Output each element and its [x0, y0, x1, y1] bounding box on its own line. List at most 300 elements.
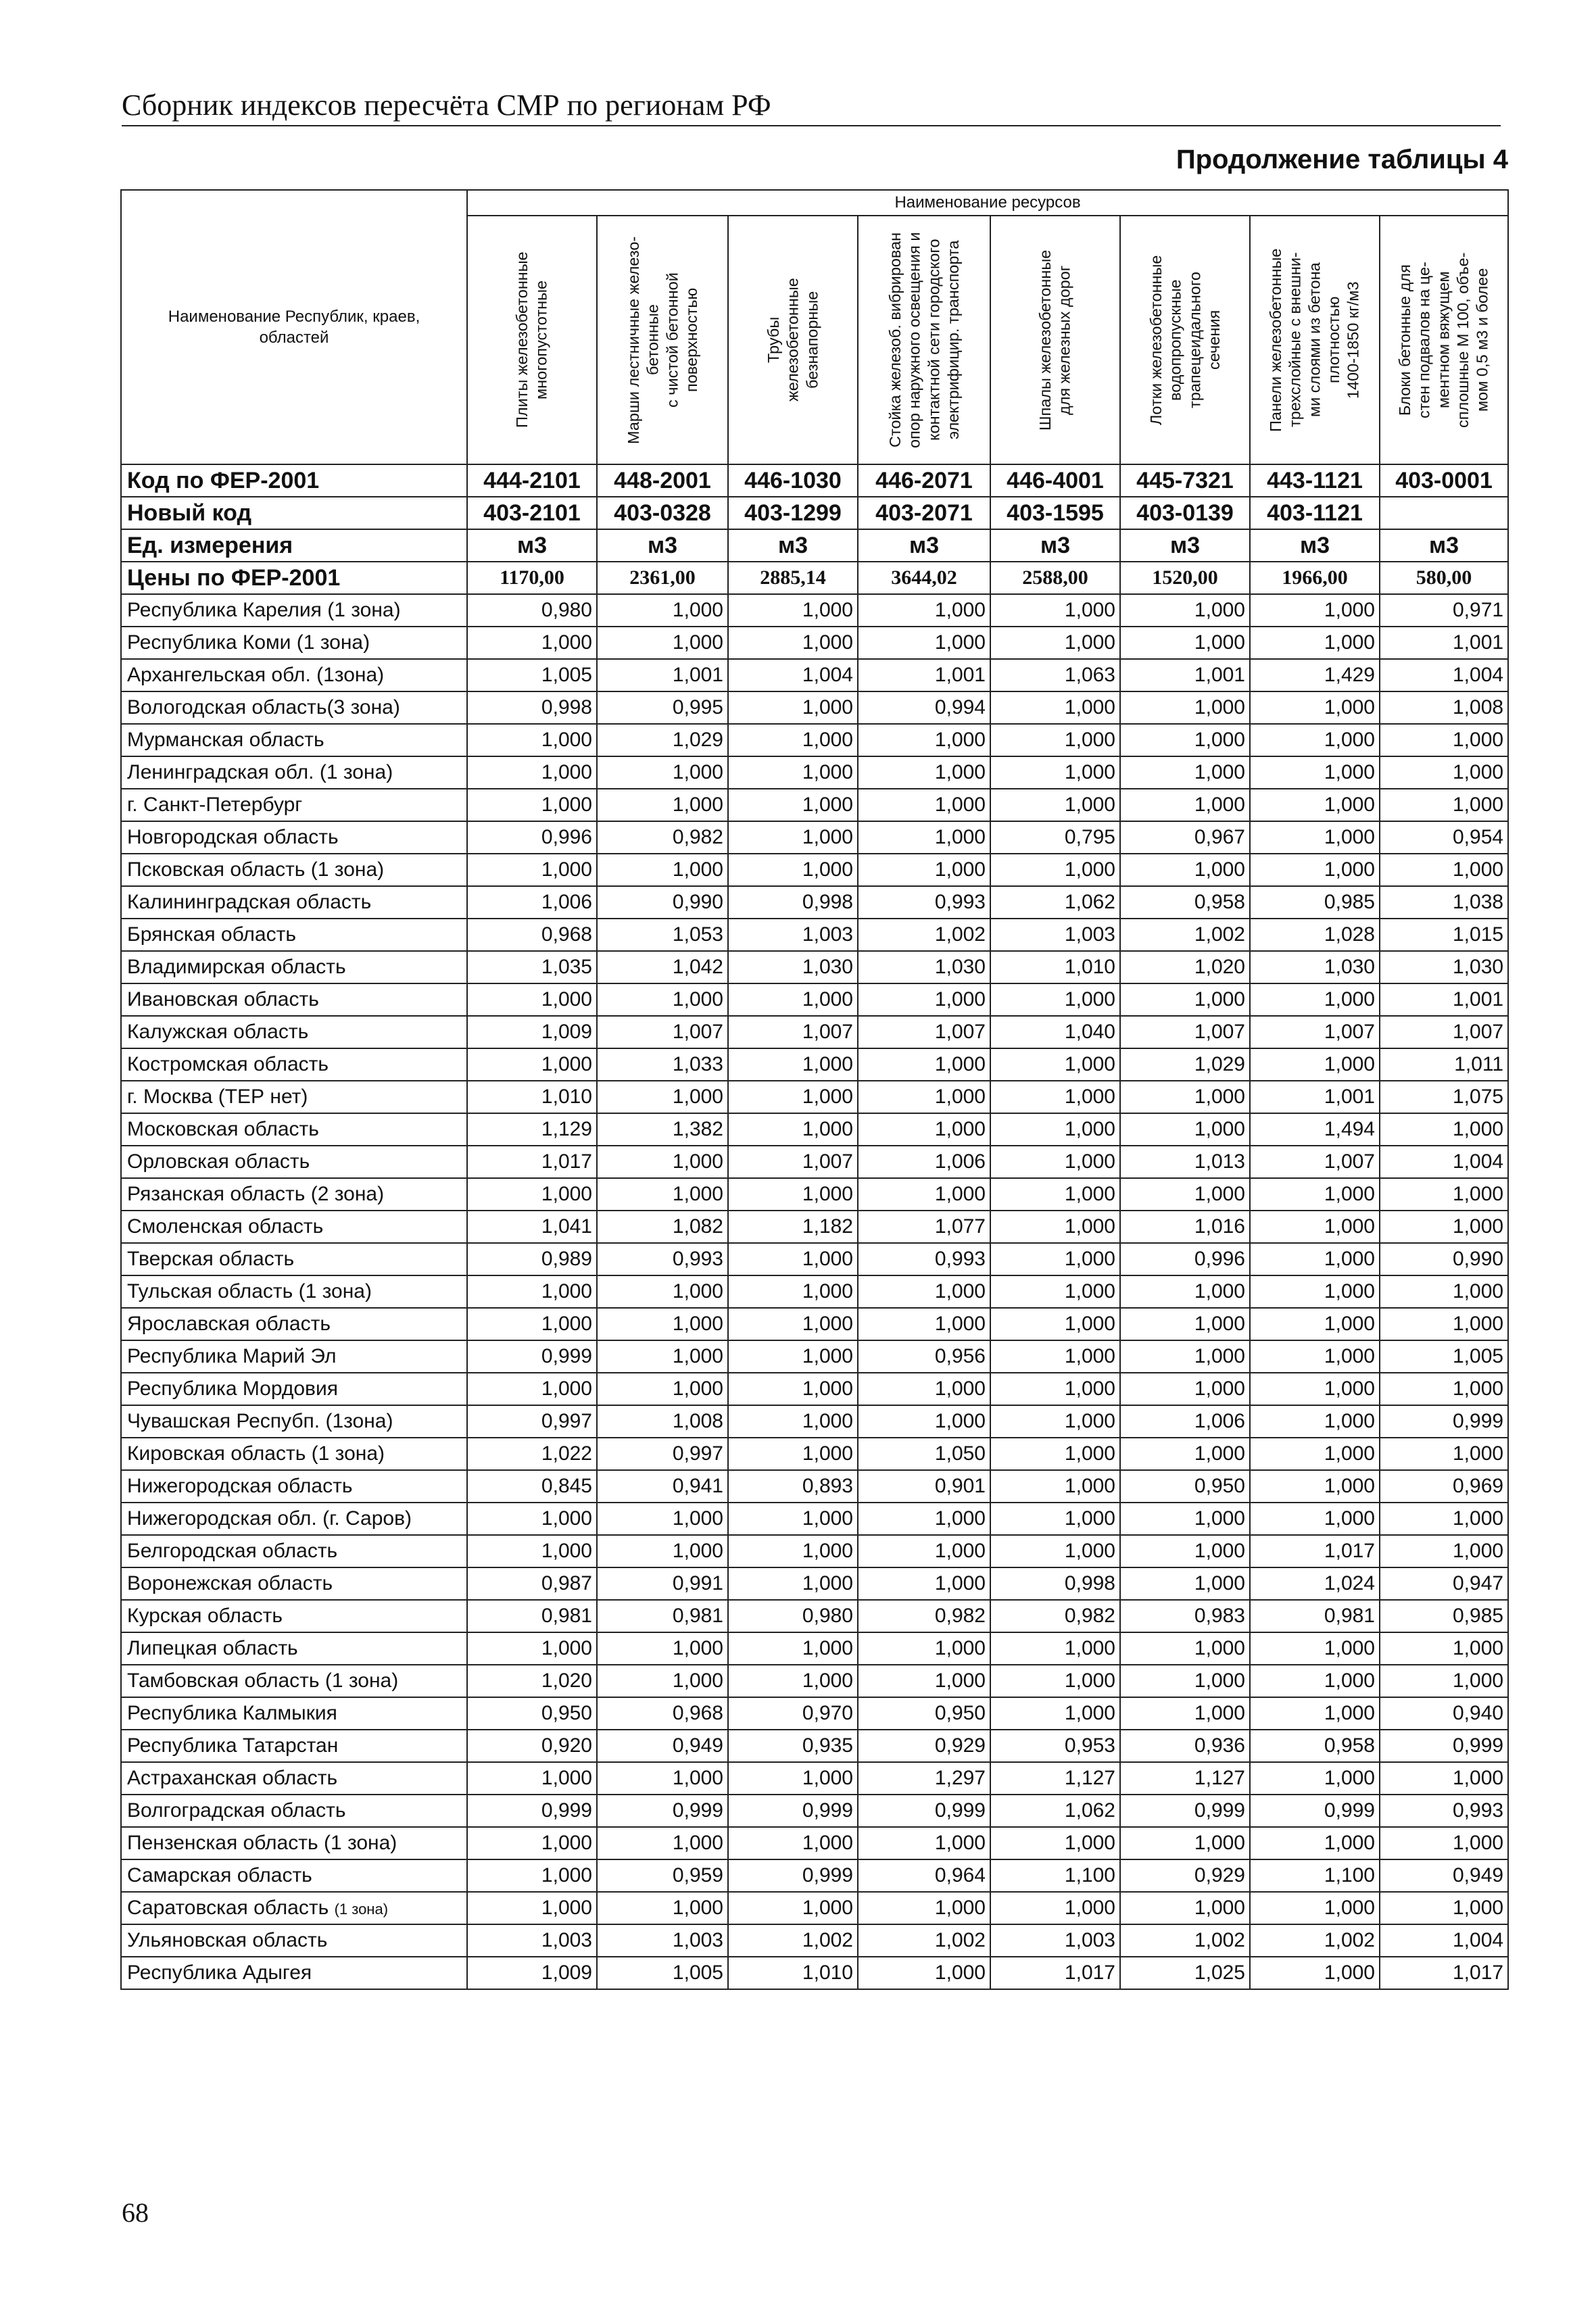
- resources-group-header: Наименование ресурсов: [467, 190, 1508, 216]
- region-row-value: 1,000: [728, 594, 858, 627]
- region-row-value: 1,000: [1120, 1113, 1250, 1146]
- column-header-text: Панели железобетонные трехслойные с внешни- ми слоями из бетона плотностью 1400-1850 кг/м3: [1267, 248, 1362, 432]
- region-row: [121, 1211, 1508, 1243]
- region-row-value: 1,001: [1120, 659, 1250, 691]
- region-row-value: 0,959: [597, 1859, 728, 1892]
- region-row-value: 1,000: [1120, 1535, 1250, 1567]
- region-row-label: [121, 1048, 467, 1081]
- region-row-value: 0,893: [728, 1470, 858, 1503]
- region-row-value: 1,000: [1380, 1892, 1508, 1924]
- region-row: [121, 1795, 1508, 1827]
- region-row-value: 1,000: [597, 1146, 728, 1178]
- running-header: Сборник индексов пересчёта СМР по регионам РФ: [122, 88, 1501, 126]
- region-row-value: 1,000: [858, 1081, 990, 1113]
- region-row-value: 1,009: [467, 1016, 597, 1048]
- region-row-value: 1,000: [858, 724, 990, 756]
- region-row-value: 1,002: [728, 1924, 858, 1957]
- price-row-value: 2588,00: [990, 562, 1120, 594]
- region-row-label: [121, 756, 467, 789]
- region-row-label: [121, 627, 467, 659]
- region-row-value: 1,000: [728, 1373, 858, 1405]
- region-row-value: 1,000: [597, 1340, 728, 1373]
- region-row-value: 1,010: [467, 1081, 597, 1113]
- region-row-value: 1,025: [1120, 1957, 1250, 1989]
- region-row-label-text: Астраханская область: [127, 1767, 338, 1789]
- region-row-value: 0,983: [1120, 1600, 1250, 1632]
- page-number: 68: [122, 2197, 149, 2228]
- region-row: [121, 1178, 1508, 1211]
- region-row: [121, 1827, 1508, 1859]
- region-row-value: 1,000: [728, 1048, 858, 1081]
- region-row-value: 0,994: [858, 691, 990, 724]
- region-row-label: [121, 724, 467, 756]
- price-row-value: 2885,14: [728, 562, 858, 594]
- region-row-value: 1,000: [728, 1113, 858, 1146]
- region-row-value: 1,000: [597, 627, 728, 659]
- region-row: [121, 1405, 1508, 1438]
- region-row-value: 0,936: [1120, 1730, 1250, 1762]
- region-row-label-text: Тверская область: [127, 1248, 295, 1270]
- region-row-value: 1,000: [858, 1048, 990, 1081]
- region-row-value: 1,000: [1120, 789, 1250, 821]
- region-row-value: 1,011: [1380, 1048, 1508, 1081]
- region-row-value: 1,000: [728, 1503, 858, 1535]
- region-row-value: 1,000: [1250, 1957, 1380, 1989]
- region-row-value: 1,000: [467, 756, 597, 789]
- region-row-value: 1,100: [990, 1859, 1120, 1892]
- region-row-label-text: Брянская область: [127, 923, 296, 946]
- unit-row-value: м3: [1380, 529, 1508, 562]
- region-row-value: 0,980: [728, 1600, 858, 1632]
- region-row-value: 1,429: [1250, 659, 1380, 691]
- region-row-value: 1,127: [990, 1762, 1120, 1795]
- region-row-value: 1,000: [1250, 854, 1380, 886]
- region-row-value: 1,000: [858, 821, 990, 854]
- region-row-label: [121, 1373, 467, 1405]
- region-row-value: 1,000: [1250, 1308, 1380, 1340]
- region-row: [121, 1892, 1508, 1924]
- region-row-value: 0,997: [467, 1405, 597, 1438]
- region-row-value: 0,845: [467, 1470, 597, 1503]
- region-row-value: 1,000: [1120, 1567, 1250, 1600]
- region-row: [121, 1859, 1508, 1892]
- region-row-value: 0,949: [597, 1730, 728, 1762]
- region-row-label-text: Курская область: [127, 1605, 283, 1627]
- region-row-value: 0,985: [1250, 886, 1380, 919]
- region-row-value: 1,000: [990, 789, 1120, 821]
- region-row: [121, 1113, 1508, 1146]
- region-row: [121, 756, 1508, 789]
- region-row-value: 1,017: [990, 1957, 1120, 1989]
- region-row-value: 1,000: [990, 1535, 1120, 1567]
- region-row-label-text: Калининградская область: [127, 891, 372, 913]
- region-row-value: 1,000: [1250, 1275, 1380, 1308]
- region-row-value: 1,041: [467, 1211, 597, 1243]
- region-row: [121, 1243, 1508, 1275]
- region-row-label: [121, 1697, 467, 1730]
- region-row-value: 1,000: [990, 1081, 1120, 1113]
- region-row: [121, 659, 1508, 691]
- region-row-value: 0,947: [1380, 1567, 1508, 1600]
- region-row-value: 1,000: [858, 627, 990, 659]
- region-row: [121, 724, 1508, 756]
- region-row-value: 1,000: [728, 854, 858, 886]
- region-row-value: 0,999: [1380, 1730, 1508, 1762]
- region-row-label-text: Воронежская область: [127, 1572, 333, 1594]
- region-row-value: 1,000: [597, 1308, 728, 1340]
- region-row-label: [121, 1665, 467, 1697]
- region-row-value: 1,000: [728, 789, 858, 821]
- region-row-value: 0,953: [990, 1730, 1120, 1762]
- region-row-value: 0,969: [1380, 1470, 1508, 1503]
- region-row-value: 1,000: [467, 1827, 597, 1859]
- region-row-value: 1,000: [728, 1535, 858, 1567]
- region-row: [121, 1016, 1508, 1048]
- new-code-row-label-text: Новый код: [127, 499, 252, 526]
- unit-row-label-text: Ед. измерения: [127, 532, 293, 558]
- region-row-value: 1,000: [728, 1567, 858, 1600]
- price-row-label: [121, 562, 467, 594]
- region-row-value: 1,000: [990, 1632, 1120, 1665]
- region-row: [121, 1665, 1508, 1697]
- region-row-value: 0,981: [467, 1600, 597, 1632]
- region-row-value: 1,000: [1380, 1373, 1508, 1405]
- region-row-value: 1,000: [597, 1503, 728, 1535]
- region-row-value: 0,964: [858, 1859, 990, 1892]
- region-row: [121, 1632, 1508, 1665]
- region-row-value: 1,000: [990, 1697, 1120, 1730]
- new-code-row-value: 403-1595: [990, 497, 1120, 529]
- region-row-value: 1,000: [467, 724, 597, 756]
- region-row-value: 0,987: [467, 1567, 597, 1600]
- region-row-label-text: Республика Карелия (1 зона): [127, 599, 401, 621]
- region-row-label-text: Новгородская область: [127, 826, 339, 848]
- region-row-value: 1,000: [1380, 1275, 1508, 1308]
- region-row: [121, 951, 1508, 983]
- region-row-label-text: Владимирская область: [127, 956, 346, 978]
- region-row-value: 1,000: [467, 1503, 597, 1535]
- region-row-label: [121, 1113, 467, 1146]
- region-row-value: 1,000: [1380, 789, 1508, 821]
- region-row-value: 1,000: [1250, 1438, 1380, 1470]
- region-row-value: 0,993: [858, 1243, 990, 1275]
- region-row: [121, 1146, 1508, 1178]
- price-row-value: 1966,00: [1250, 562, 1380, 594]
- region-row-value: 1,000: [990, 1113, 1120, 1146]
- region-row-value: 1,000: [728, 1275, 858, 1308]
- region-row-value: 0,997: [597, 1438, 728, 1470]
- region-row-value: 1,100: [1250, 1859, 1380, 1892]
- region-row-value: 1,000: [990, 594, 1120, 627]
- region-row-value: 1,000: [990, 1275, 1120, 1308]
- region-row-value: 1,000: [728, 724, 858, 756]
- region-row-value: 1,000: [1120, 1632, 1250, 1665]
- region-row-value: 1,022: [467, 1438, 597, 1470]
- region-row-value: 1,030: [1250, 951, 1380, 983]
- region-row-value: 1,000: [597, 594, 728, 627]
- region-row-value: 0,981: [597, 1600, 728, 1632]
- region-row-label-text: Чувашская Респубп. (1зона): [127, 1410, 393, 1432]
- region-row-value: 1,006: [858, 1146, 990, 1178]
- region-row-value: 1,000: [597, 1535, 728, 1567]
- region-row-label: [121, 1438, 467, 1470]
- region-row-label-text: Кировская область (1 зона): [127, 1442, 385, 1465]
- region-row-label: [121, 1859, 467, 1892]
- region-row-label: [121, 1730, 467, 1762]
- column-header: [728, 216, 858, 464]
- region-row-value: 0,999: [467, 1795, 597, 1827]
- unit-row-value: м3: [1120, 529, 1250, 562]
- region-row-value: 1,000: [467, 1859, 597, 1892]
- region-row-value: 1,017: [467, 1146, 597, 1178]
- region-row-label-text: Вологодская область(3 зона): [127, 696, 400, 718]
- region-index-table: [120, 189, 1509, 1990]
- price-row: [121, 562, 1508, 594]
- region-row: [121, 627, 1508, 659]
- region-row-value: 1,000: [1250, 1373, 1380, 1405]
- region-row-value: 1,000: [728, 1081, 858, 1113]
- region-row-value: 1,001: [1380, 983, 1508, 1016]
- column-header: [858, 216, 990, 464]
- region-row-value: 1,000: [990, 1438, 1120, 1470]
- region-row-value: 1,000: [467, 1048, 597, 1081]
- region-row-value: 0,929: [1120, 1859, 1250, 1892]
- region-row-value: 0,998: [728, 886, 858, 919]
- region-row-label-text: Московская область: [127, 1118, 319, 1140]
- region-row-value: 1,005: [467, 659, 597, 691]
- region-row-label: [121, 691, 467, 724]
- region-row-value: 1,016: [1120, 1211, 1250, 1243]
- price-row-value: 1170,00: [467, 562, 597, 594]
- region-row-label: [121, 1535, 467, 1567]
- region-row-value: 0,971: [1380, 594, 1508, 627]
- region-row-value: 1,000: [858, 1957, 990, 1989]
- region-row-label: [121, 1340, 467, 1373]
- region-row-value: 1,003: [990, 919, 1120, 951]
- region-row-value: 1,000: [1380, 1178, 1508, 1211]
- region-row-value: 1,007: [597, 1016, 728, 1048]
- region-row-value: 0,968: [597, 1697, 728, 1730]
- region-row-value: 1,000: [728, 1665, 858, 1697]
- region-row-label-text: Самарская область: [127, 1864, 312, 1886]
- unit-row-value: м3: [728, 529, 858, 562]
- region-row-value: 1,004: [1380, 1924, 1508, 1957]
- region-row: [121, 1340, 1508, 1373]
- region-row-value: 1,000: [858, 854, 990, 886]
- region-row-value: 1,000: [1120, 1178, 1250, 1211]
- region-row: [121, 983, 1508, 1016]
- region-row-value: 1,000: [597, 983, 728, 1016]
- price-row-value: 1520,00: [1120, 562, 1250, 594]
- region-row-value: 1,182: [728, 1211, 858, 1243]
- region-row-value: 1,000: [1380, 1827, 1508, 1859]
- region-row: [121, 1535, 1508, 1567]
- region-row: [121, 1957, 1508, 1989]
- region-row-value: 0,935: [728, 1730, 858, 1762]
- region-row-value: 1,000: [990, 627, 1120, 659]
- region-row-value: 1,000: [597, 1373, 728, 1405]
- region-row-value: 0,996: [1120, 1243, 1250, 1275]
- region-row-value: 0,999: [1380, 1405, 1508, 1438]
- region-row-value: 1,000: [1380, 1438, 1508, 1470]
- region-row-value: 1,000: [1380, 1211, 1508, 1243]
- region-row-value: 0,991: [597, 1567, 728, 1600]
- region-row-value: 1,000: [990, 1665, 1120, 1697]
- region-row-label-text: Ульяновская область: [127, 1929, 328, 1951]
- region-row-value: 1,001: [1380, 627, 1508, 659]
- region-row-value: 1,020: [1120, 951, 1250, 983]
- region-row-label-text: Рязанская область (2 зона): [127, 1183, 385, 1205]
- region-row-value: 1,000: [990, 1470, 1120, 1503]
- region-row-value: 0,795: [990, 821, 1120, 854]
- region-row-value: 1,002: [858, 1924, 990, 1957]
- region-row-value: 1,000: [467, 1535, 597, 1567]
- region-row: [121, 1762, 1508, 1795]
- region-row-value: 1,000: [1250, 1892, 1380, 1924]
- region-row-value: 1,000: [597, 854, 728, 886]
- new-code-row-label: [121, 497, 467, 529]
- region-row-label-text: Смоленская область: [127, 1215, 324, 1238]
- column-header: [1120, 216, 1250, 464]
- region-row-value: 1,040: [990, 1016, 1120, 1048]
- region-row-value: 1,000: [1380, 724, 1508, 756]
- region-row-value: 1,000: [1380, 1665, 1508, 1697]
- region-row-value: 1,129: [467, 1113, 597, 1146]
- region-row-value: 1,000: [1250, 1178, 1380, 1211]
- region-row-value: 1,053: [597, 919, 728, 951]
- region-row-label: [121, 1632, 467, 1665]
- region-row-value: 1,000: [1120, 691, 1250, 724]
- region-row: [121, 594, 1508, 627]
- region-row-value: 1,030: [1380, 951, 1508, 983]
- region-row-value: 1,000: [990, 1340, 1120, 1373]
- region-row-label: [121, 594, 467, 627]
- column-header-text: Марши лестничные железо- бетонные с чистой бетонной поверхностью: [624, 236, 700, 444]
- region-row-value: 0,993: [858, 886, 990, 919]
- region-row-value: 1,000: [1250, 1665, 1380, 1697]
- region-row-value: 1,000: [1250, 821, 1380, 854]
- region-row-value: 1,000: [728, 1243, 858, 1275]
- region-row-value: 1,000: [990, 756, 1120, 789]
- region-row-value: 1,000: [467, 1632, 597, 1665]
- region-row-value: 1,030: [728, 951, 858, 983]
- fer-code-row-value: 444-2101: [467, 464, 597, 497]
- region-row-value: 0,999: [1120, 1795, 1250, 1827]
- region-row-value: 1,002: [1120, 919, 1250, 951]
- region-row-value: 1,000: [990, 1048, 1120, 1081]
- region-row-value: 1,000: [858, 1275, 990, 1308]
- region-row-label-text: Ярославская область: [127, 1313, 331, 1335]
- region-row: [121, 1048, 1508, 1081]
- region-row-value: 0,968: [467, 919, 597, 951]
- region-row-value: 1,000: [728, 821, 858, 854]
- fer-code-row-value: 403-0001: [1380, 464, 1508, 497]
- region-row-value: 1,000: [1250, 1762, 1380, 1795]
- region-row-value: 1,000: [1120, 627, 1250, 659]
- column-header: [597, 216, 728, 464]
- region-row-label: [121, 1081, 467, 1113]
- region-row: [121, 1081, 1508, 1113]
- region-row-value: 1,000: [858, 1503, 990, 1535]
- region-row-value: 1,004: [1380, 659, 1508, 691]
- region-row-value: 1,000: [467, 627, 597, 659]
- region-row-value: 1,000: [597, 1665, 728, 1697]
- region-row: [121, 919, 1508, 951]
- region-row-value: 1,000: [858, 594, 990, 627]
- region-row-value: 1,006: [1120, 1405, 1250, 1438]
- region-row-value: 1,000: [1250, 983, 1380, 1016]
- region-row-value: 1,010: [728, 1957, 858, 1989]
- region-row-value: 0,982: [597, 821, 728, 854]
- region-row-label: [121, 886, 467, 919]
- region-row-label: [121, 1211, 467, 1243]
- region-row-value: 1,006: [467, 886, 597, 919]
- region-row-value: 1,000: [728, 1405, 858, 1438]
- region-row: [121, 1567, 1508, 1600]
- fer-code-row-label: [121, 464, 467, 497]
- region-row-value: 1,000: [1250, 1697, 1380, 1730]
- region-row-value: 1,000: [858, 1405, 990, 1438]
- region-row-label-text: Республика Калмыкия: [127, 1702, 337, 1724]
- region-row-label: [121, 951, 467, 983]
- region-row-value: 1,000: [597, 789, 728, 821]
- region-row-value: 1,000: [467, 854, 597, 886]
- column-header-text: Шпалы железобетонные для железных дорог: [1036, 249, 1073, 431]
- region-row: [121, 821, 1508, 854]
- region-row-value: 1,013: [1120, 1146, 1250, 1178]
- region-row-value: 0,981: [1250, 1600, 1380, 1632]
- region-row-label-text: Саратовская область: [127, 1897, 329, 1919]
- region-row-value: 1,000: [1250, 756, 1380, 789]
- region-row-value: 0,920: [467, 1730, 597, 1762]
- region-row-value: 1,007: [728, 1146, 858, 1178]
- region-row-value: 1,000: [1120, 1081, 1250, 1113]
- region-row-value: 1,000: [1250, 724, 1380, 756]
- region-row-label-text: Республика Мордовия: [127, 1378, 338, 1400]
- region-row-value: 1,000: [1250, 789, 1380, 821]
- column-header: [467, 216, 597, 464]
- region-row-value: 1,297: [858, 1762, 990, 1795]
- region-row-value: 1,000: [858, 1308, 990, 1340]
- unit-row-label: [121, 529, 467, 562]
- region-row-value: 1,003: [728, 919, 858, 951]
- region-row-label-text: Ленинградская обл. (1 зона): [127, 761, 393, 783]
- region-row-value: 1,000: [1120, 1438, 1250, 1470]
- region-row-value: 0,958: [1120, 886, 1250, 919]
- region-row-label: [121, 1892, 467, 1924]
- region-row-value: 1,000: [1120, 1373, 1250, 1405]
- region-row: [121, 1308, 1508, 1340]
- unit-row-value: м3: [990, 529, 1120, 562]
- region-row: [121, 691, 1508, 724]
- unit-row-value: м3: [1250, 529, 1380, 562]
- region-row-value: 1,000: [1380, 756, 1508, 789]
- region-row-value: 1,008: [597, 1405, 728, 1438]
- region-row-value: 1,000: [858, 1892, 990, 1924]
- region-row-value: 1,000: [1380, 1113, 1508, 1146]
- region-row-value: 1,042: [597, 951, 728, 983]
- region-row-value: 1,000: [990, 1243, 1120, 1275]
- region-row-value: 1,000: [858, 1178, 990, 1211]
- region-row-value: 0,998: [990, 1567, 1120, 1600]
- region-row: [121, 1275, 1508, 1308]
- fer-code-row-value: 446-2071: [858, 464, 990, 497]
- column-header: [1380, 216, 1508, 464]
- region-row-label: [121, 789, 467, 821]
- region-row-value: 1,017: [1250, 1535, 1380, 1567]
- region-row-value: 0,990: [1380, 1243, 1508, 1275]
- region-row-label: [121, 1762, 467, 1795]
